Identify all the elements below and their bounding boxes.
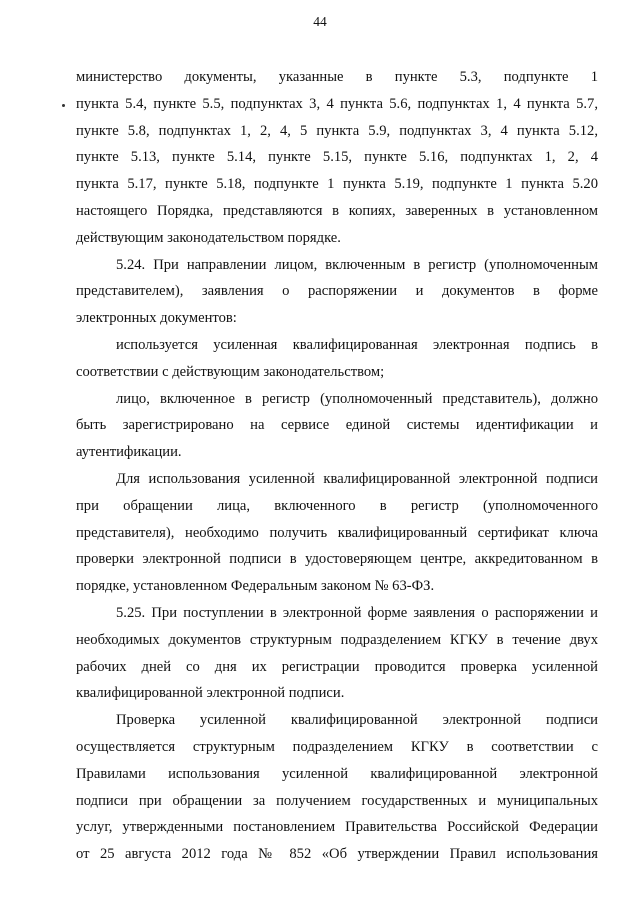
- text-line: 5.25. При поступлении в электронной форме заявления о распоряжении и: [116, 604, 598, 621]
- text-line: 5.24. При направлении лицом, включенным в регистр (уполномоченным: [116, 256, 598, 273]
- text-line: при обращении лица, включенного в регистр (уполномоченного: [76, 497, 598, 514]
- text-line: от 25 августа 2012 года № 852 «Об утверждении Правил использования: [76, 846, 598, 863]
- text-line: электронных документов:: [76, 310, 237, 327]
- text-line: Проверка усиленной квалифицированной электронной подписи: [116, 712, 598, 729]
- text-line: лицо, включенное в регистр (уполномоченный представитель), должно: [116, 390, 598, 407]
- text-line: пункте 5.13, пункте 5.14, пункте 5.15, пункте 5.16, подпунктах 1, 2, 4: [76, 149, 598, 166]
- text-line: Для использования усиленной квалифицированной электронной подписи: [116, 470, 598, 487]
- text-line: осуществляется структурным подразделением КГКУ в соответствии с: [76, 738, 598, 755]
- text-line: пункта 5.17, пункте 5.18, подпункте 1 пункта 5.19, подпункте 1 пункта 5.20: [76, 176, 598, 193]
- page-number: 44: [313, 14, 327, 29]
- text-line: квалифицированной электронной подписи.: [76, 685, 345, 702]
- text-line: подписи при обращении за получением государственных и муниципальных: [76, 792, 598, 809]
- text-line: аутентификации.: [76, 444, 182, 461]
- text-line: действующим законодательством порядке.: [76, 229, 341, 246]
- text-line: министерство документы, указанные в пункте 5.3, подпункте 1: [76, 69, 598, 85]
- text-line: настоящего Порядка, представляются в копиях, заверенных в установленном: [76, 202, 598, 219]
- document-body: [76, 64, 598, 868]
- text-line: порядке, установленном Федеральным законом № 63-ФЗ.: [76, 578, 435, 595]
- text-line: используется усиленная квалифицированная электронная подпись в: [116, 336, 598, 353]
- text-line: Правилами использования усиленной квалифицированной электронной: [76, 765, 598, 782]
- text-line: пункта 5.4, пункте 5.5, подпунктах 3, 4 пункта 5.6, подпунктах 1, 4 пункта 5.7,: [76, 95, 598, 112]
- text-line: рабочих дней со дня их регистрации проводится проверка усиленной: [76, 658, 598, 675]
- text-line: проверки электронной подписи в удостоверяющем центре, аккредитованном в: [76, 551, 598, 568]
- text-line: пункте 5.8, подпунктах 1, 2, 4, 5 пункта 5.9, подпунктах 3, 4 пункта 5.12,: [76, 122, 598, 139]
- text-line: соответствии с действующим законодательством;: [76, 363, 385, 380]
- margin-mark: [62, 104, 65, 107]
- text-line: необходимых документов структурным подразделением КГКУ в течение двух: [76, 631, 598, 648]
- text-line: услуг, утвержденными постановлением Правительства Российской Федерации: [76, 819, 598, 836]
- text-line: быть зарегистрировано на сервисе единой системы идентификации и: [76, 417, 598, 434]
- text-line: представителем), заявления о распоряжении и документов в форме: [76, 283, 598, 300]
- text-line: представителя), необходимо получить квалифицированный сертификат ключа: [76, 524, 598, 541]
